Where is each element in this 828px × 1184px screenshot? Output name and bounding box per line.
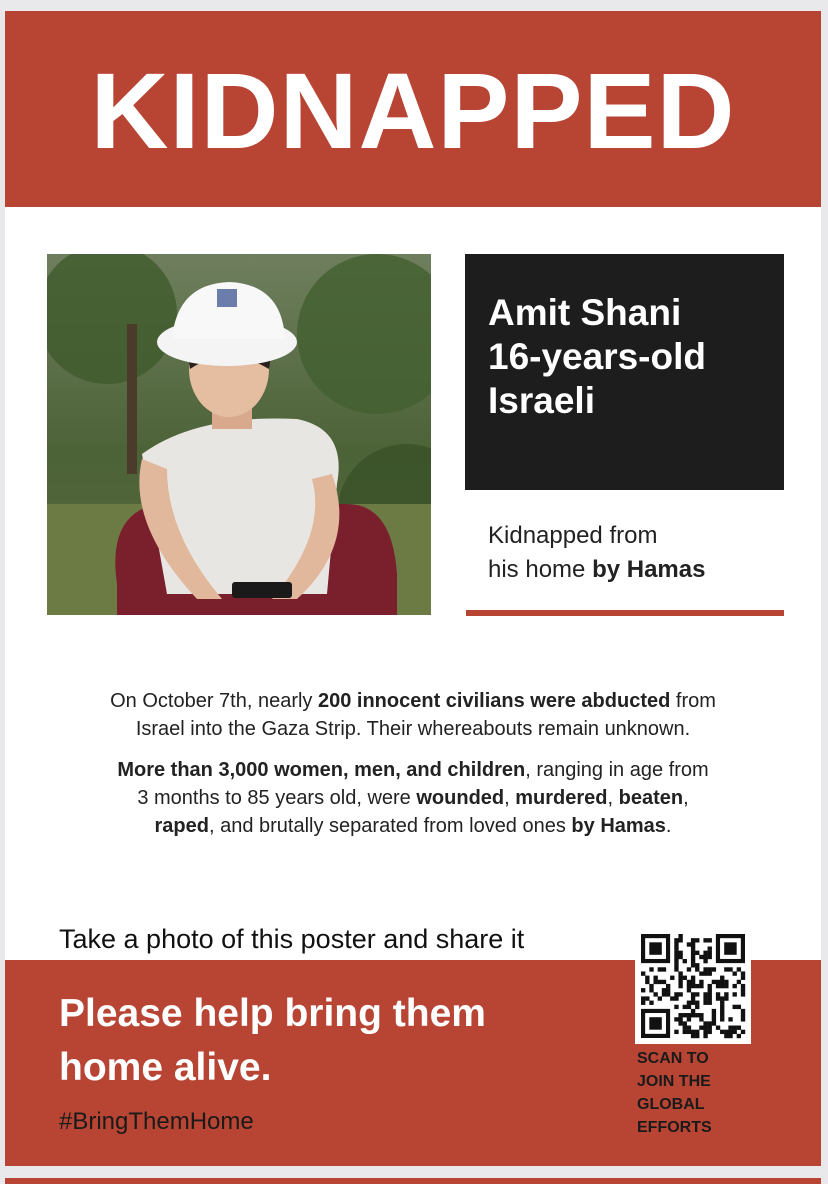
person-nationality: Israeli [488,380,595,421]
portrait-photo [47,254,431,615]
share-instruction: Take a photo of this poster and share it [59,924,525,954]
scan-line-3: GLOBAL [637,1096,705,1113]
qr-code-icon[interactable] [635,928,751,1044]
kidnapped-line-1: Kidnapped from [488,522,658,549]
paragraph-2-line-1 [35,756,791,784]
scan-line-4: EFFORTS [637,1119,712,1136]
poster [5,11,821,1166]
p2-l3-by-hamas: by Hamas [571,815,666,837]
kidnapped-home: his home [488,556,586,583]
kidnapped-from-text [488,519,788,587]
paragraph-2-line-3 [35,812,791,840]
p2-l3-b: , and brutally separated from loved ones [208,815,572,837]
help-line-2: home alive. [59,1046,272,1089]
paragraph-1-line-1 [35,687,791,715]
scan-line-2: JOIN THE [637,1073,711,1090]
person-age: 16-years-old [488,336,706,377]
p2-l2-g: , [683,787,689,809]
p1-text-c: from [670,690,716,712]
p2-text-b: , ranging in age from [525,759,709,781]
paragraph-1 [35,687,791,743]
hashtag: #BringThemHome [59,1108,254,1135]
help-line-1: Please help bring them [59,992,486,1035]
header-banner [5,11,821,207]
p2-l2-wounded: wounded [416,787,505,809]
paragraph-1-line-2: Israel into the Gaza Strip. Their whereabouts remain unknown. [135,718,691,740]
kidnapped-by: by Hamas [592,556,706,583]
kidnapped-line-2 [488,553,788,587]
scan-line-1: SCAN TO [637,1050,709,1067]
p2-l3-d: . [665,815,672,837]
poster-headline: KIDNAPPED [90,50,736,171]
p1-text-a: On October 7th, nearly [110,690,318,712]
red-divider [466,610,784,616]
person-name: Amit Shani [488,292,682,333]
bottom-red-strip [5,1178,821,1184]
p1-text-bold: 200 innocent civilians were abducted [317,690,671,712]
p2-bold-a: More than 3,000 women, men, and children [117,759,526,781]
p2-l2-murdered: murdered [515,787,608,809]
p2-l2-a: 3 months to 85 years old, were [137,787,417,809]
name-card [465,254,784,490]
paragraph-2-line-2 [35,784,791,812]
p2-l3-raped: raped [154,815,209,837]
p2-l2-e: , [607,787,619,809]
p2-l2-beaten: beaten [618,787,684,809]
p2-l2-c: , [504,787,516,809]
paragraph-2 [35,756,791,840]
